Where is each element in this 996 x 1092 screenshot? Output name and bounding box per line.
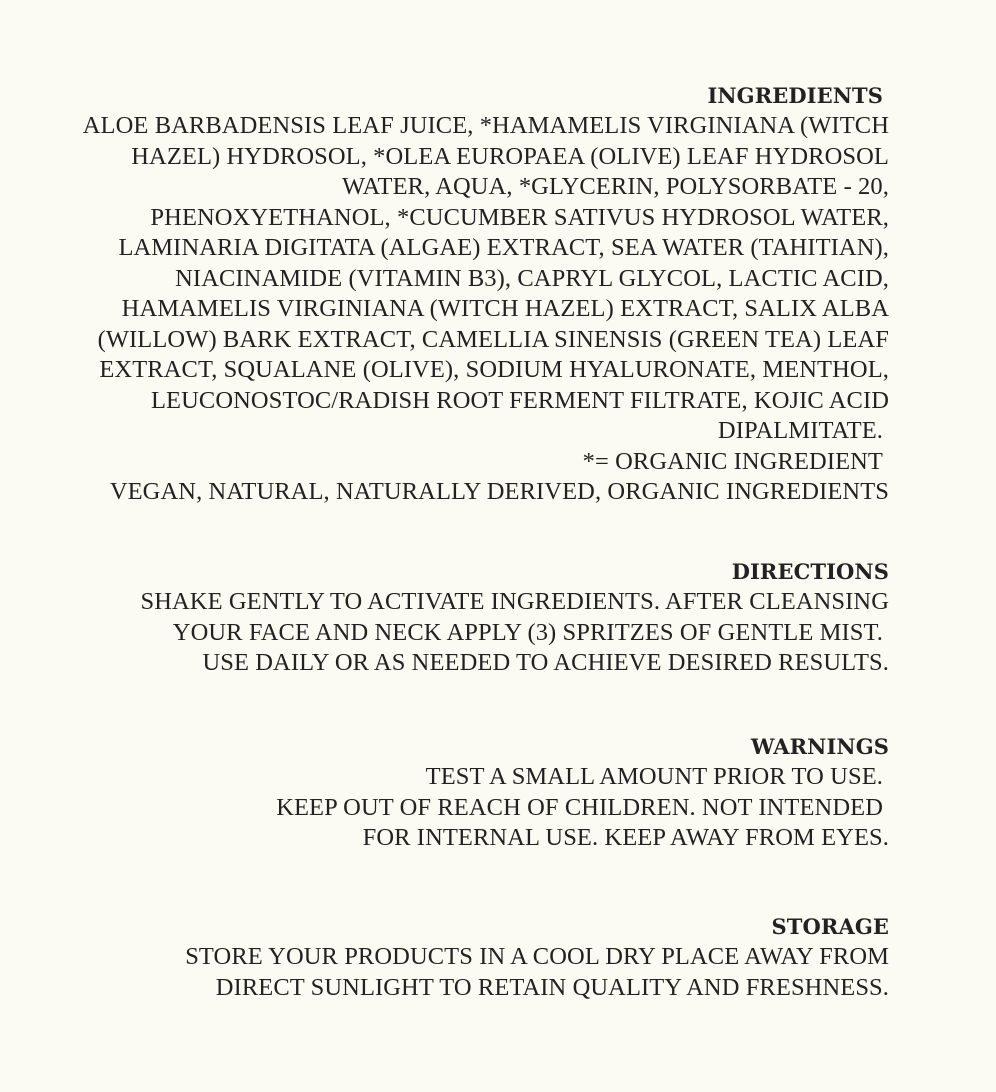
ingredients-heading: INGREDIENTS [707, 83, 883, 108]
directions-line: USE DAILY OR AS NEEDED TO ACHIEVE DESIRED RESULTS. [202, 649, 889, 676]
storage-heading: STORAGE [771, 914, 889, 939]
storage-line: DIRECT SUNLIGHT TO RETAIN QUALITY AND FRESHNESS. [215, 973, 889, 1001]
ingredients-line: HAZEL) HYDROSOL, *OLEA EUROPAEA (OLIVE) LEAF HYDROSOL [131, 142, 889, 170]
product-claims: VEGAN, NATURAL, NATURALLY DERIVED, ORGANIC INGREDIENTS [109, 478, 889, 505]
storage-section [69, 912, 889, 1003]
organic-note: *= ORGANIC INGREDIENT [582, 447, 883, 475]
warnings-heading: WARNINGS [750, 734, 889, 759]
ingredients-section [69, 81, 889, 508]
ingredients-line: PHENOXYETHANOL, *CUCUMBER SATIVUS HYDROSOL WATER, [150, 203, 889, 231]
warnings-line: FOR INTERNAL USE. KEEP AWAY FROM EYES. [362, 824, 889, 851]
directions-heading: DIRECTIONS [731, 559, 889, 584]
directions-line: SHAKE GENTLY TO ACTIVATE INGREDIENTS. AFTER CLEANSING [140, 588, 889, 615]
warnings-line: TEST A SMALL AMOUNT PRIOR TO USE. [425, 763, 883, 790]
ingredients-line: (WILLOW) BARK EXTRACT, CAMELLIA SINENSIS (GREEN TEA) LEAF [97, 325, 889, 353]
ingredients-line: WATER, AQUA, *GLYCERIN, POLYSORBATE - 20, [341, 173, 889, 200]
ingredients-line: DIPALMITATE. [717, 417, 883, 444]
directions-section [69, 557, 889, 679]
ingredients-line: ALOE BARBADENSIS LEAF JUICE, *HAMAMELIS VIRGINIANA (WITCH [82, 112, 889, 139]
warnings-section [69, 732, 889, 854]
ingredients-line: LEUCONOSTOC/RADISH ROOT FERMENT FILTRATE, KOJIC ACID [150, 386, 889, 414]
directions-line: YOUR FACE AND NECK APPLY (3) SPRITZES OF GENTLE MIST. [172, 618, 883, 646]
storage-line: STORE YOUR PRODUCTS IN A COOL DRY PLACE AWAY FROM [185, 943, 889, 970]
ingredients-line: LAMINARIA DIGITATA (ALGAE) EXTRACT, SEA WATER (TAHITIAN), [118, 234, 889, 261]
ingredients-line: HAMAMELIS VIRGINIANA (WITCH HAZEL) EXTRACT, SALIX ALBA [121, 295, 889, 322]
ingredients-line: NIACINAMIDE (VITAMIN B3), CAPRYL GLYCOL, LACTIC ACID, [175, 264, 889, 292]
warnings-line: KEEP OUT OF REACH OF CHILDREN. NOT INTENDED [276, 793, 883, 821]
ingredients-line: EXTRACT, SQUALANE (OLIVE), SODIUM HYALURONATE, MENTHOL, [99, 356, 889, 383]
